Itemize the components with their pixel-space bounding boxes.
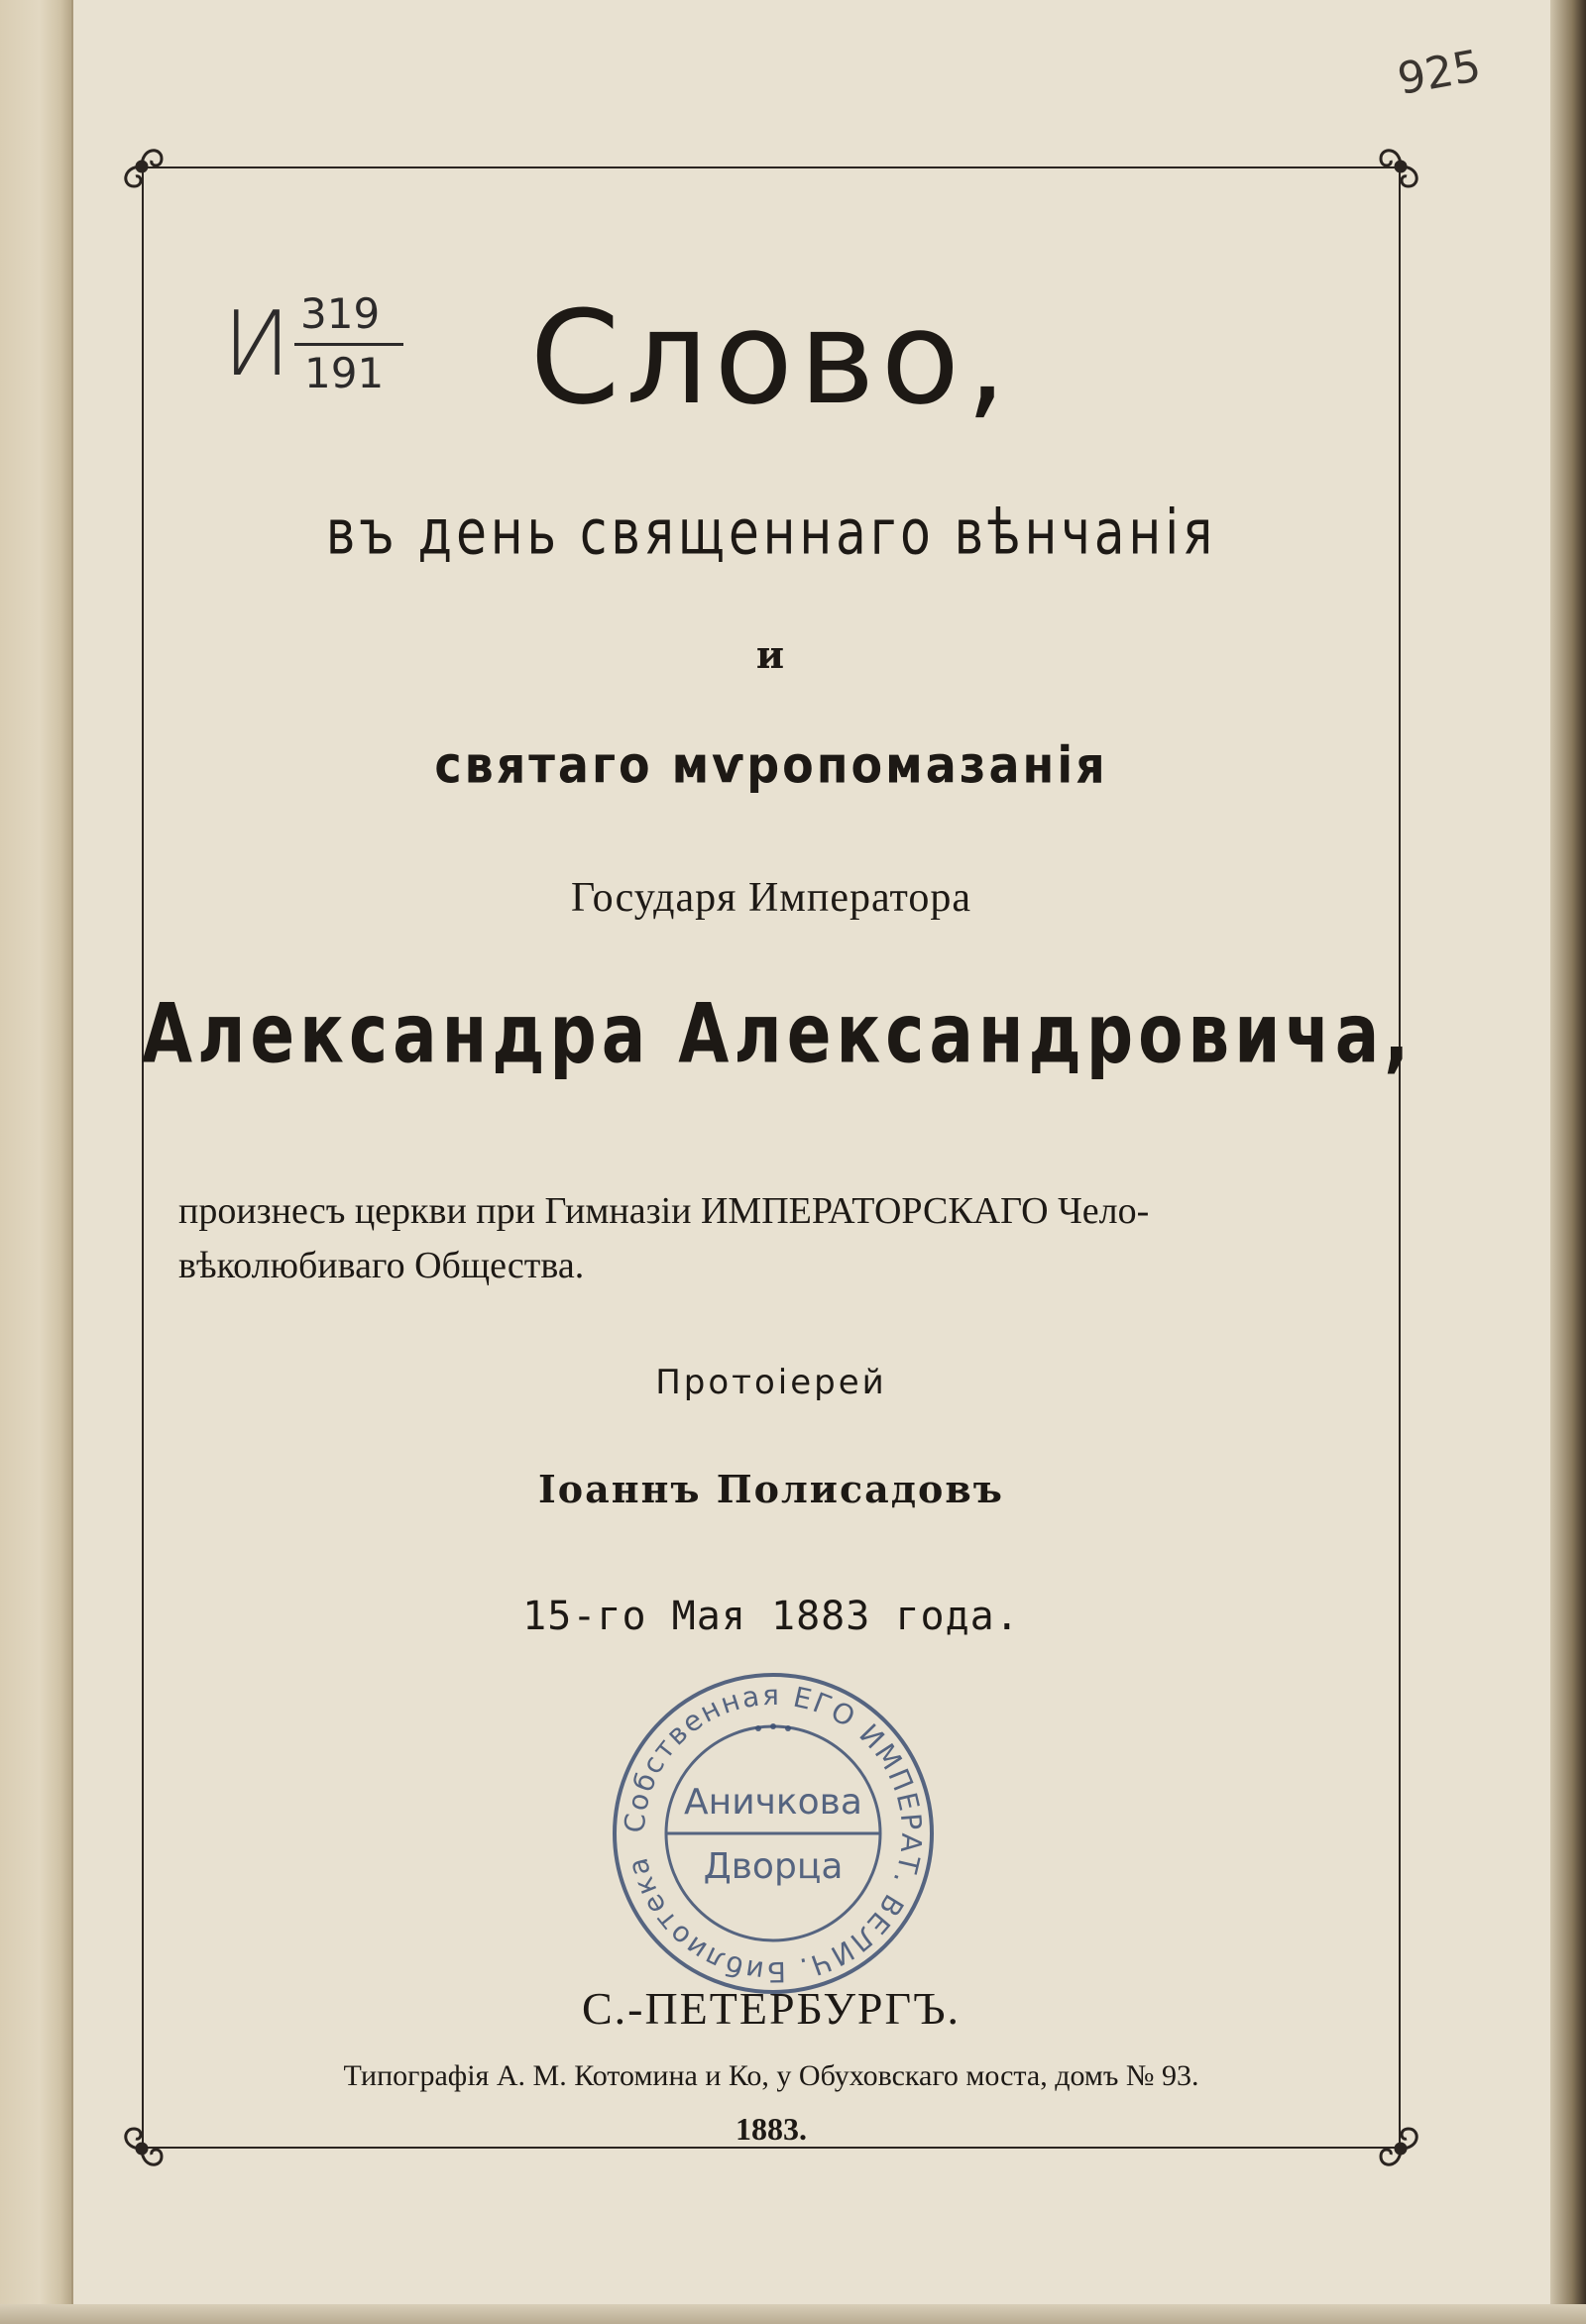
library-stamp [605, 1665, 942, 2002]
handwritten-inventory-number: 925 [1394, 41, 1485, 105]
stamp-center-line-1: Аничкова [684, 1782, 862, 1823]
page-bottom-edge [0, 2304, 1586, 2324]
book-title: Слово, [529, 282, 1013, 433]
description-line-2: вѣколюбиваго Общества. [178, 1245, 585, 1286]
shelfmark-numerator: 319 [300, 289, 381, 338]
publication-year: 1883. [736, 2111, 807, 2147]
stamp-outer-text: Собственная ЕГО ИМПЕРАТ. ВЕЛИЧ. Библиотека [618, 1678, 929, 1989]
corner-ornament-top-left [102, 127, 181, 206]
corner-ornament-top-right [1361, 127, 1440, 206]
sermon-date: 15-го Мая 1883 года. [522, 1594, 1020, 1639]
honoree-name: Александра Александровича, [142, 986, 1415, 1082]
printer-imprint: Типографія А. М. Котомина и Ко, у Обуховскаго моста, домъ № 93. [343, 2059, 1199, 2092]
subtitle-line-3: Государя Императора [571, 875, 971, 921]
subtitle-line-2: святаго мѵропомазанія [434, 735, 1108, 795]
shelfmark-denominator: 191 [304, 349, 385, 397]
author-name: Іоаннъ Полисадовъ [538, 1467, 1004, 1511]
author-rank: Протоіерей [655, 1363, 887, 1402]
shelfmark-letter: И [223, 292, 290, 396]
subtitle-conjunction: и [755, 632, 787, 677]
book-spine [0, 0, 73, 2324]
stamp-center-line-2: Дворца [703, 1846, 844, 1887]
publication-city: С.-ПЕТЕРБУРГЪ. [581, 1983, 962, 2034]
description-line-1: произнесъ церкви при Гимназіи ИМПЕРАТОРСКАГО Чело- [178, 1190, 1150, 1232]
subtitle-line-1: въ день священнаго вѣнчанія [325, 496, 1217, 569]
page-edge [1550, 0, 1586, 2324]
